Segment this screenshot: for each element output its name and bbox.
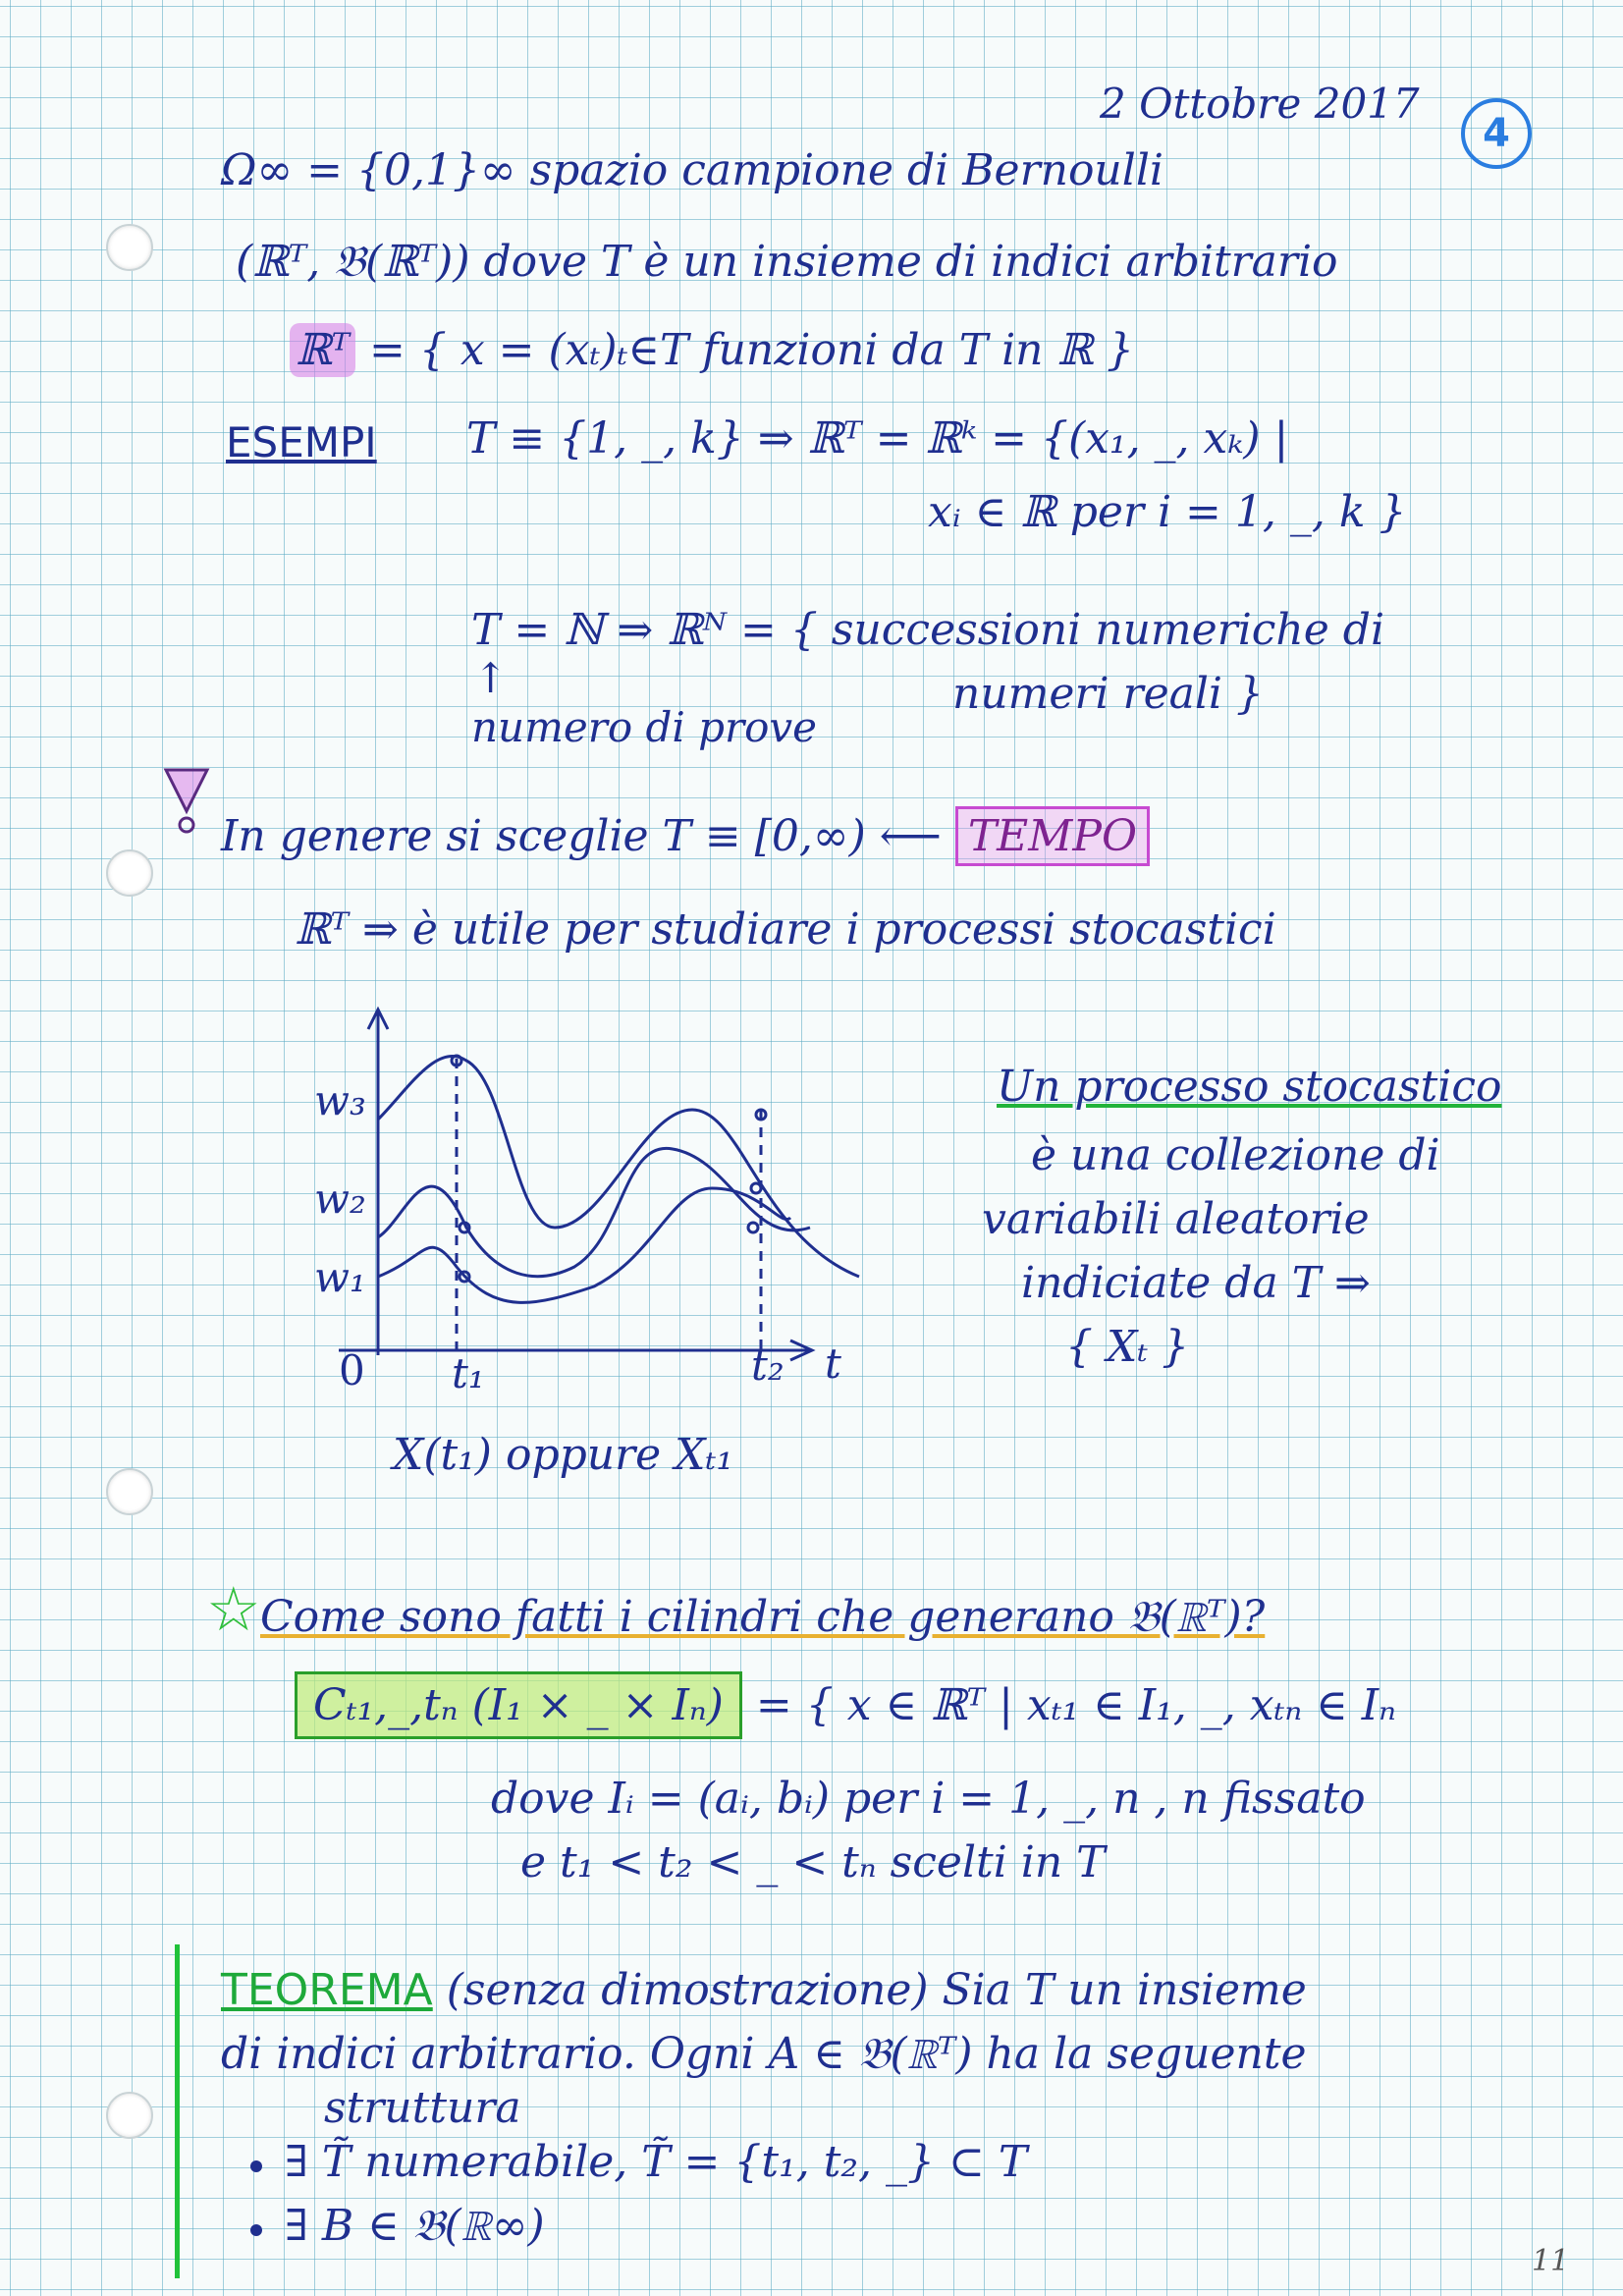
utile-line: ℝᵀ ⇒ è utile per studiare i processi stocastici bbox=[295, 904, 1276, 955]
theorem-bullet-2: ∃ B ∈ 𝔅(ℝ∞) bbox=[285, 2201, 545, 2251]
trajectory-3 bbox=[378, 1188, 790, 1302]
cylinder-definition bbox=[295, 1680, 1396, 1730]
trajectory-1 bbox=[378, 1056, 859, 1277]
esempi-label: ESEMPI bbox=[226, 418, 377, 466]
y-label-w3: w₃ bbox=[314, 1076, 366, 1124]
binder-hole bbox=[106, 2092, 153, 2139]
genere-text: In genere si sceglie T ≡ [0,∞) ⟵ bbox=[221, 811, 942, 861]
process-definition-1: Un processo stocastico bbox=[997, 1062, 1502, 1112]
theorem-line-2: di indici arbitrario. Ogni A ∈ 𝔅(ℝᵀ) ha la seguente bbox=[221, 2029, 1307, 2079]
interval-line-2: e t₁ < t₂ < _ < tₙ scelti in T bbox=[520, 1837, 1106, 1887]
star-icon: ☆ bbox=[206, 1573, 261, 1645]
line-rt-definition bbox=[290, 325, 1135, 375]
point-t1-b bbox=[460, 1223, 469, 1232]
binder-hole bbox=[106, 1468, 153, 1515]
bullet-dot bbox=[250, 2224, 262, 2236]
cylinder-set: = { x ∈ ℝᵀ | xₜ₁ ∈ I₁, _, xₜₙ ∈ Iₙ bbox=[741, 1680, 1396, 1730]
sequences-line-2: numeri reali } bbox=[952, 669, 1264, 719]
point-t2-c bbox=[748, 1223, 758, 1232]
x-label-t2: t₂ bbox=[751, 1341, 784, 1390]
process-definition-5: { Xₜ } bbox=[1065, 1322, 1190, 1372]
binder-hole bbox=[106, 224, 153, 271]
highlight-rt: ℝᵀ bbox=[290, 323, 355, 377]
theorem-bullet-1: ∃ T̃ numerabile, T̃ = {t₁, t₂, _} ⊂ T bbox=[285, 2137, 1028, 2187]
theorem-line-1 bbox=[221, 1965, 1307, 2015]
binder-hole bbox=[106, 849, 153, 897]
cylinders-question: Come sono fatti i cilindri che generano 𝔅(ℝᵀ)? bbox=[260, 1592, 1266, 1642]
origin-label: 0 bbox=[339, 1346, 365, 1394]
esempi-line-2: xᵢ ∈ ℝ per i = 1, _, k } bbox=[928, 487, 1407, 537]
date: 2 Ottobre 2017 bbox=[1100, 80, 1420, 128]
sequences-line-1: T = ℕ ⇒ ℝᴺ = { successioni numeriche di bbox=[471, 605, 1385, 655]
line-bernoulli: Ω∞ = {0,1}∞ spazio campione di Bernoulli bbox=[221, 145, 1163, 195]
sheet-number: 11 bbox=[1532, 2244, 1570, 2278]
theorem-margin-line bbox=[175, 1944, 180, 2278]
tempo-box: TEMPO bbox=[955, 806, 1150, 866]
rt-definition-text: = { x = (xₜ)ₜ∈T funzioni da T in ℝ } bbox=[355, 325, 1135, 375]
trajectory-2 bbox=[378, 1148, 810, 1276]
warning-icon bbox=[162, 766, 211, 835]
stochastic-process-plot bbox=[299, 992, 947, 1404]
theorem-text-1: (senza dimostrazione) Sia T un insieme bbox=[432, 1965, 1307, 2015]
line-measurable-space: (ℝᵀ, 𝔅(ℝᵀ)) dove T è un insieme di indici arbitrario bbox=[236, 237, 1338, 287]
process-definition-3: variabili aleatorie bbox=[982, 1194, 1370, 1244]
interval-line-1: dove Iᵢ = (aᵢ, bᵢ) per i = 1, _, n , n fissato bbox=[491, 1774, 1366, 1824]
theorem-label: TEOREMA bbox=[221, 1965, 433, 2015]
point-t2-b bbox=[751, 1183, 761, 1193]
plot-caption: X(t₁) oppure Xₜ₁ bbox=[393, 1430, 733, 1480]
process-definition-2: è una collezione di bbox=[1031, 1130, 1440, 1180]
y-label-w1: w₁ bbox=[314, 1253, 366, 1301]
y-label-w2: w₂ bbox=[314, 1175, 366, 1223]
bullet-dot bbox=[250, 2160, 262, 2172]
process-definition-4: indiciate da T ⇒ bbox=[1021, 1258, 1371, 1308]
genere-line bbox=[221, 811, 1150, 861]
esempi-line-1: T ≡ {1, _, k} ⇒ ℝᵀ = ℝᵏ = {(x₁, _, xₖ) | bbox=[466, 413, 1289, 464]
page-number-badge: 4 bbox=[1461, 98, 1532, 169]
sequences-arrow: ↑ bbox=[473, 654, 509, 702]
theorem-line-3: struttura bbox=[324, 2083, 521, 2133]
x-label-t1: t₁ bbox=[452, 1349, 485, 1397]
cylinder-box: Cₜ₁,_,tₙ (I₁ × _ × Iₙ) bbox=[295, 1671, 742, 1739]
sequences-note: numero di prove bbox=[471, 703, 817, 751]
x-axis-label: t bbox=[825, 1339, 841, 1388]
